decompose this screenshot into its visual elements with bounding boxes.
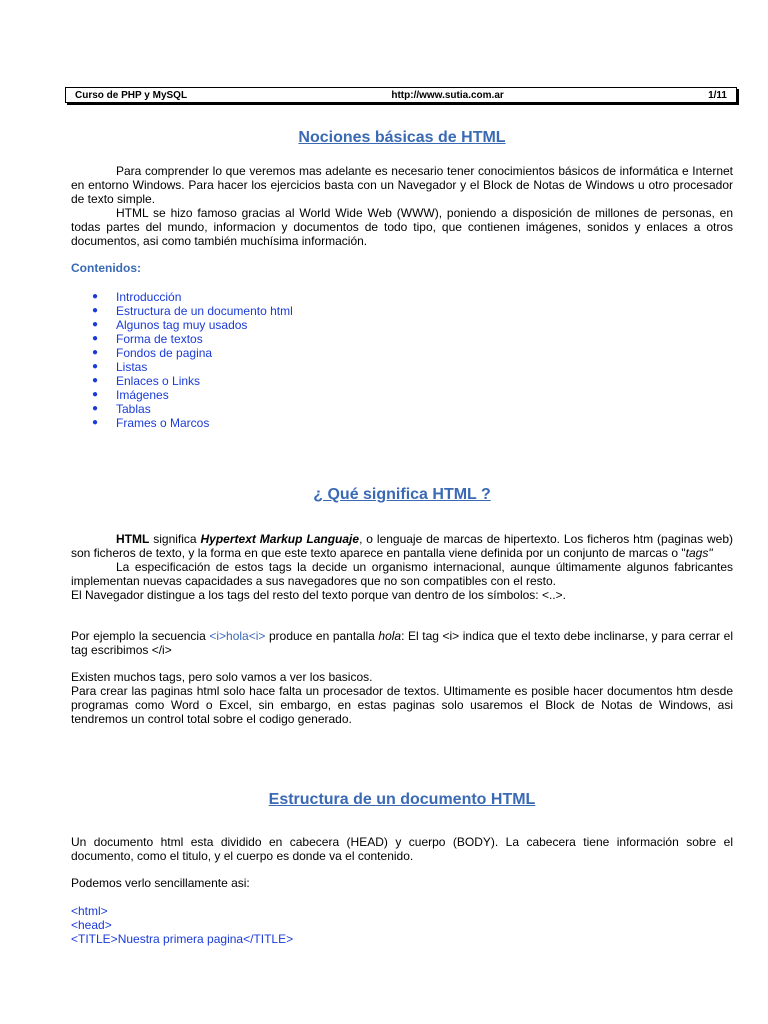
inline-code-sample: <i>hola<i> (209, 629, 266, 643)
contents-item[interactable] (71, 374, 733, 388)
contents-item-label[interactable]: Enlaces o Links (116, 374, 201, 388)
header-course: Curso de PHP y MySQL (75, 90, 188, 101)
contents-item[interactable] (71, 416, 733, 430)
bullet-icon: ● (92, 361, 99, 372)
code-line: <head> (71, 918, 112, 932)
bullet-icon: ● (92, 305, 99, 316)
text-fragment: : El tag <i> indica que el texto debe inclinarse, y para cerrar el tag escribimos </i> (71, 629, 733, 657)
contents-item[interactable] (71, 290, 733, 304)
text-fragment: produce en pantalla (265, 629, 379, 643)
basic-tags-paragraph: Existen muchos tags, pero solo vamos a ver los basicos. (71, 670, 373, 684)
bullet-icon: ● (92, 319, 99, 330)
section-title-que-significa: ¿ Qué significa HTML ? (313, 486, 491, 503)
html-meaning-block (71, 532, 733, 602)
contents-item[interactable] (71, 388, 733, 402)
page-header (65, 87, 737, 103)
header-page-number: 1/11 (708, 90, 727, 101)
intro-block (71, 164, 733, 248)
bullet-icon: ● (92, 389, 99, 400)
html-term: HTML (116, 532, 150, 546)
tags-block (71, 670, 733, 726)
tags-spec-paragraph: La especificación de estos tags la decide un organismo internacional, aunque últimamente algunos fabricantes implementan nuevas capacidades a sus navegadores que no son compatibles con el resto. (71, 560, 733, 588)
structure-block (71, 835, 733, 863)
intro-paragraph-2: HTML se hizo famoso gracias al World Wide Web (WWW), poniendo a disposición de millones de personas, en todas partes del mundo, informacion y documentos de todo tipo, que contienen imágenes, sonidos y enlaces a otros documentos, asi como también muchísima información. (71, 206, 733, 248)
contents-item[interactable] (71, 304, 733, 318)
bullet-icon: ● (92, 375, 99, 386)
text-fragment: , o lenguaje de marcas de hipertexto. Los ficheros htm (paginas web) son ficheros de texto, y la forma en que este texto aparece en pantalla viene definida por un conjunto de marcas o " (71, 532, 733, 560)
contents-item[interactable] (71, 402, 733, 416)
contents-item-label[interactable]: Estructura de un documento html (116, 304, 293, 318)
intro-paragraph-1: Para comprender lo que veremos mas adelante es necesario tener conocimientos básicos de informática e Internet en entorno Windows. Para hacer los ejercicios basta con un Navegador y el Block de Notas de Windows u otro procesador de texto simple. (71, 164, 733, 206)
bullet-icon: ● (92, 417, 99, 428)
italic-sample: hola (378, 629, 402, 643)
contents-item[interactable] (71, 318, 733, 332)
code-sample (71, 904, 733, 946)
html-meaning-paragraph (71, 532, 733, 560)
bullet-icon: ● (92, 291, 99, 302)
code-line: <html> (71, 904, 108, 918)
contents-item-label[interactable]: Algunos tag muy usados (116, 318, 248, 332)
contents-list (71, 290, 733, 430)
contents-item-label[interactable]: Tablas (116, 402, 151, 416)
text-fragment: Por ejemplo la secuencia (71, 629, 210, 643)
structure-paragraph: Un documento html esta dividido en cabecera (HEAD) y cuerpo (BODY). La cabecera tiene información sobre el documento, como el titulo, y el cuerpo es donde va el contenido. (71, 835, 733, 863)
section-title-estructura: Estructura de un documento HTML (268, 791, 536, 808)
section-title-nociones: Nociones básicas de HTML (298, 129, 506, 146)
contents-item-label[interactable]: Listas (116, 360, 148, 374)
contents-item[interactable] (71, 346, 733, 360)
bullet-icon: ● (92, 403, 99, 414)
example-block (71, 629, 733, 657)
contents-item-label[interactable]: Introducción (116, 290, 182, 304)
header-url[interactable]: http://www.sutia.com.ar (391, 90, 504, 101)
text-processor-paragraph: Para crear las paginas html solo hace falta un procesador de textos. Ultimamente es posible hacer documentos htm desde programas como Word o Excel, sin embargo, en estas paginas solo usaremos el Block de Notas de Windows, asi tendremos un control total sobre el codigo generado. (71, 684, 733, 726)
hypertext-term: Hypertext Markup Languaje (200, 532, 360, 546)
bullet-icon: ● (92, 333, 99, 344)
contents-item-label[interactable]: Fondos de pagina (116, 346, 213, 360)
example-paragraph (71, 629, 733, 657)
contents-item[interactable] (71, 360, 733, 374)
contents-item-label[interactable]: Forma de textos (116, 332, 203, 346)
code-line: <TITLE>Nuestra primera pagina</TITLE> (71, 932, 294, 946)
contents-item-label[interactable]: Imágenes (116, 388, 169, 402)
contents-label: Contenidos: (71, 261, 141, 275)
tags-term: tags" (685, 546, 713, 560)
contents-item[interactable] (71, 332, 733, 346)
contents-item-label[interactable]: Frames o Marcos (116, 416, 210, 430)
bullet-icon: ● (92, 347, 99, 358)
structure-intro: Podemos verlo sencillamente asi: (71, 876, 250, 890)
navigator-paragraph: El Navegador distingue a los tags del resto del texto porque van dentro de los símbolos: <..>. (71, 588, 566, 602)
text-fragment: significa (149, 532, 201, 546)
